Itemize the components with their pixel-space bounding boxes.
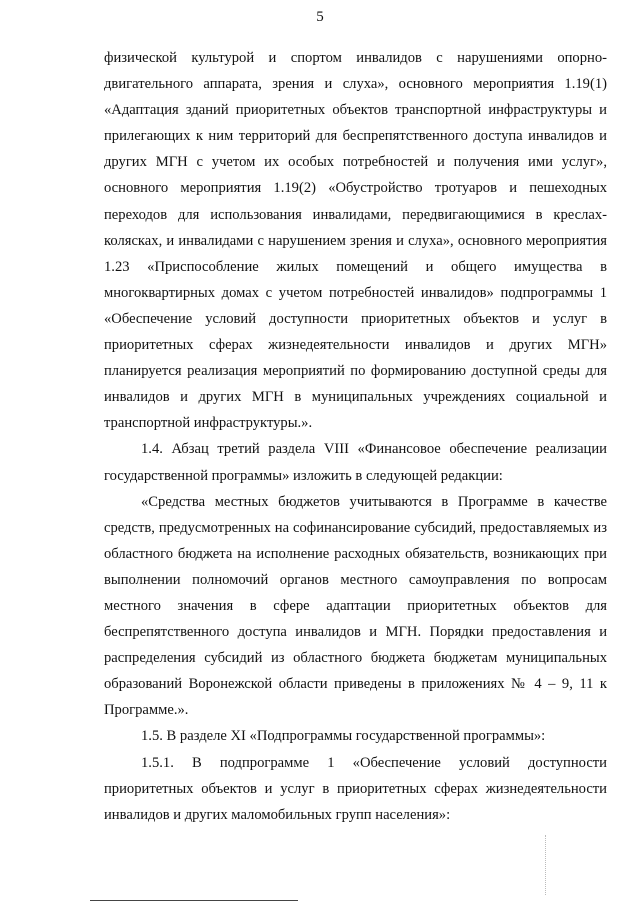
paragraph-item-1-5-1: 1.5.1. В подпрограмме 1 «Обеспечение условий доступности приоритетных объектов и услуг в приоритетных сферах жизнедеятельности инвалидов и других маломобильных групп населения»: [104, 754, 607, 823]
footer-rule [90, 900, 298, 901]
paragraph-item-1-4: 1.4. Абзац третий раздела VIII «Финансовое обеспечение реализации государственной программы» изложить в следующей редакции: [104, 441, 607, 484]
paragraph-local-budgets-quote: «Средства местных бюджетов учитываются в Программе в качестве средств, предусмотренных на софинансирование субсидий, предоставляемых из областного бюджета на исполнение расходных обязательств, возникающих при выполнении полномочий органов местного самоуправления по вопросам местного значения в сфере адаптации приоритетных объектов для беспрепятственного доступа инвалидов и МГН. Порядки предоставления и распределения субсидий из областного бюджета бюджетам муниципальных образований Воронежской области приведены в приложениях № 4 – 9, 11 к Программе.». [104, 493, 607, 719]
paragraph-item-1-5: 1.5. В разделе XI «Подпрограммы государственной программы»: [141, 728, 546, 745]
scan-edge-mark [545, 835, 547, 895]
document-body [104, 45, 607, 828]
page-number: 5 [316, 9, 324, 25]
paragraph-measures-continuation: физической культурой и спортом инвалидов с нарушениями опорно-двигательного аппарата, зрения и слуха», основного мероприятия 1.19(1) «Адаптация зданий приоритетных объектов транспортной инфраструктуры и прилегающих к ним территорий для беспрепятственного доступа инвалидов и других МГН с учетом их особых потребностей и получения ими услуг», основного мероприятия 1.19(2) «Обустройство тротуаров и пешеходных переходов для использования инвалидами, передвигающимися в креслах-колясках, и инвалидами с нарушением зрения и слуха», основного мероприятия 1.23 «Приспособление жилых помещений и общего имущества в многоквартирных домах с учетом потребностей инвалидов» подпрограммы 1 «Обеспечение условий доступности приоритетных объектов и услуг в приоритетных сферах жизнедеятельности инвалидов и других МГН» планируется реализация мероприятий по формированию доступной среды для инвалидов и других МГН в муниципальных учреждениях социальной и транспортной инфраструктуры.». [104, 50, 607, 432]
